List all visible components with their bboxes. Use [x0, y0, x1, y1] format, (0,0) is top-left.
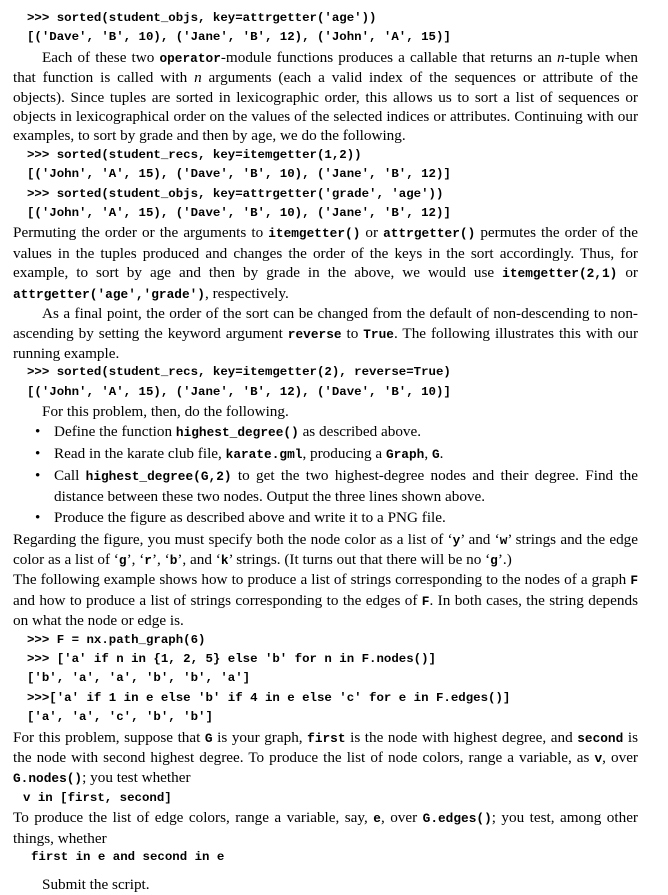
code-line: ['b', 'a', 'a', 'b', 'b', 'a']	[27, 671, 251, 686]
problem-intro: For this problem, then, do the following.	[42, 403, 289, 421]
code-line: [('John', 'A', 15), ('Jane', 'B', 12), ('Dave', 'B', 10)]	[27, 384, 451, 399]
bullet-icon: •	[35, 467, 41, 485]
task-item: • Produce the figure as described above and write it to a PNG file.	[35, 509, 446, 527]
code-line: >>>['a' if 1 in e else 'b' if 4 in e else 'c' for e in F.edges()]	[27, 690, 511, 705]
code-line: >>> sorted(student_recs, key=itemgetter(2), reverse=True)	[27, 365, 451, 380]
paragraph-permuting-order: Permuting the order or the arguments to itemgetter() or attrgetter() permutes the order of the values in the tuples produced and changes the order of the keys in the sort accordingly. Thus, for example, to sort by age and then by grade in the above, we would use itemgetter(2,1) or attrgetter('age','grade'), respectively.	[13, 224, 638, 302]
code-block-sort-grade-age	[13, 146, 638, 224]
code-line: >>> ['a' if n in {1, 2, 5} else 'b' for n in F.nodes()]	[27, 652, 436, 666]
submit-instruction: Submit the script.	[42, 876, 150, 894]
code-line: [('John', 'A', 15), ('Dave', 'B', 10), ('Jane', 'B', 12)]	[27, 206, 451, 221]
paragraph-reverse-sort: As a final point, the order of the sort can be changed from the default of non-descending to non-ascending by setting the keyword argument reverse to True. The following illustrates this with our running example.	[13, 305, 639, 362]
code-line: >>> sorted(student_recs, key=itemgetter(1,2))	[27, 147, 362, 162]
paragraph-edge-colors: To produce the list of edge colors, range a variable, say, e, over G.edges(); you test, among other things, whether	[13, 809, 638, 847]
code-block-reverse	[13, 363, 638, 402]
code-line: >>> sorted(student_objs, key=attrgetter('grade', 'age'))	[27, 186, 444, 201]
bullet-icon: •	[35, 444, 41, 462]
task-item: • Read in the karate club file, karate.gml, producing a Graph, G.	[35, 444, 444, 462]
paragraph-node-colors: For this problem, suppose that G is your graph, first is the node with highest degree, and second is the node with second highest degree. To produce the list of node colors, range a variable, as v, over G.nodes(); you test whether	[13, 728, 638, 787]
bullet-icon: •	[35, 422, 41, 440]
document-page	[13, 9, 638, 895]
code-line: >>> sorted(student_objs, key=attrgetter('age'))	[27, 11, 377, 25]
code-line: [('Dave', 'B', 10), ('Jane', 'B', 12), ('John', 'A', 15)]	[27, 30, 451, 45]
task-item: • Define the function highest_degree() as described above.	[35, 422, 422, 440]
code-line: [('John', 'A', 15), ('Dave', 'B', 10), ('Jane', 'B', 12)]	[27, 167, 451, 182]
paragraph-example-intro: The following example shows how to produce a list of strings corresponding to the nodes of a graph F and how to produce a list of strings corresponding to the edges of F. In both cases, the string depends on what the node or edge is.	[13, 571, 638, 630]
task-list	[13, 422, 638, 528]
code-edge-test: first in e and second in e	[31, 850, 225, 865]
code-block-path-graph	[13, 631, 638, 728]
task-item: • Call highest_degree(G,2) to get the two highest-degree nodes and their degree. Find the distance between these two nodes. Output the three lines shown above.	[35, 467, 639, 505]
paragraph-figure-colors: Regarding the figure, you must specify both the node color as a list of ‘y’ and ‘w’ strings and the edge color as a list of ‘g’, ‘r’, ‘b’, and ‘k’ strings. (It turns out that there will be no ‘g’.)	[13, 530, 638, 568]
bullet-icon: •	[35, 509, 41, 527]
code-block-sort-by-age	[13, 9, 638, 48]
paragraph-operator-functions: Each of these two operator-module functions produces a callable that returns an n-tuple when that function is called with n arguments (each a valid index of the sequences or attribute of the objects). Since tuples are sorted in lexicographic order, this allows us to sort a list of sequences or objects in lexicographical order on the values of the selected indices or attributes. Continuing with our examples, to sort by grade and then by age, we do the following.	[13, 48, 638, 145]
code-line: >>> F = nx.path_graph(6)	[27, 632, 206, 647]
code-line: ['a', 'a', 'c', 'b', 'b']	[27, 710, 213, 725]
code-node-test: v in [first, second]	[23, 790, 172, 805]
